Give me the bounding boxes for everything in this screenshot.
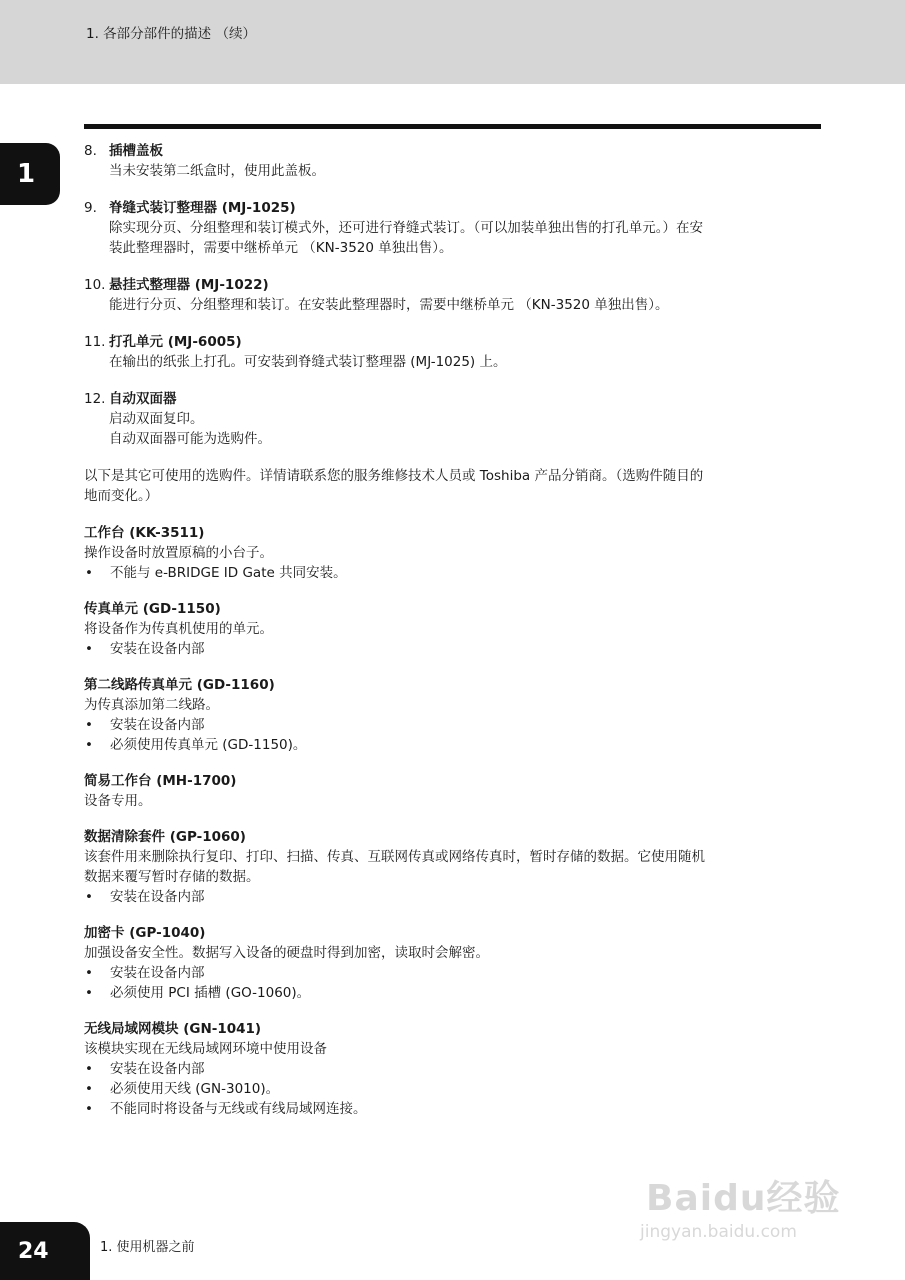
bullet-item — [84, 1059, 819, 1079]
bullet-text: 必须使用 PCI 插槽 (GO-1060)。 — [110, 985, 311, 1001]
item-description-line: 自动双面器可能为选购件。 — [109, 431, 271, 447]
option-block — [84, 675, 819, 755]
bullet-icon: • — [85, 641, 93, 657]
numbered-item — [84, 198, 819, 258]
bullet-text: 安装在设备内部 — [110, 717, 205, 733]
option-title: 传真单元 (GD-1150) — [84, 601, 221, 617]
footer-section-title: 1. 使用机器之前 — [100, 1240, 195, 1255]
watermark-url: jingyan.baidu.com — [640, 1222, 797, 1242]
option-block — [84, 923, 819, 1003]
bullet-item — [84, 887, 819, 907]
numbered-item-list — [84, 141, 819, 449]
bullet-text: 必须使用天线 (GN-3010)。 — [110, 1081, 280, 1097]
bullet-icon: • — [85, 1081, 93, 1097]
bullet-item — [84, 639, 819, 659]
option-description-line: 加强设备安全性。数据写入设备的硬盘时得到加密，读取时会解密。 — [84, 945, 489, 961]
option-description-line: 该模块实现在无线局域网环境中使用设备 — [84, 1041, 327, 1057]
option-block — [84, 771, 819, 811]
bullet-text: 安装在设备内部 — [110, 641, 205, 657]
page-header-band — [0, 0, 905, 84]
option-block — [84, 827, 819, 907]
bullet-item — [84, 715, 819, 735]
bullet-text: 安装在设备内部 — [110, 1061, 205, 1077]
bullet-item — [84, 963, 819, 983]
bullet-icon: • — [85, 985, 93, 1001]
option-title: 无线局域网模块 (GN-1041) — [84, 1021, 262, 1037]
option-description-line: 为传真添加第二线路。 — [84, 697, 219, 713]
numbered-item — [84, 389, 819, 449]
numbered-item — [84, 275, 819, 315]
bullet-icon: • — [85, 1101, 93, 1117]
bullet-icon: • — [85, 717, 93, 733]
bullet-text: 不能与 e-BRIDGE ID Gate 共同安装。 — [110, 565, 347, 581]
item-title-text: 悬挂式整理器 (MJ-1022) — [109, 277, 269, 293]
item-description-line: 在输出的纸张上打孔。可安装到脊缝式装订整理器 (MJ-1025) 上。 — [109, 354, 507, 370]
option-description-line: 设备专用。 — [84, 793, 152, 809]
item-title — [84, 332, 819, 352]
intro-line: 以下是其它可使用的选购件。详情请联系您的服务维修技术人员或 Toshiba 产品分销商。（选购件随目的 — [84, 468, 704, 484]
item-number: 8. — [84, 143, 97, 159]
item-description-line: 除实现分页、分组整理和装订模式外，还可进行脊缝式装订。（可以加装单独出售的打孔单元。）在安 — [109, 220, 703, 236]
option-list — [84, 523, 819, 1119]
numbered-item — [84, 141, 819, 181]
option-block — [84, 1019, 819, 1119]
bullet-text: 安装在设备内部 — [110, 965, 205, 981]
item-title — [84, 389, 819, 409]
option-description-line: 数据来覆写暂时存储的数据。 — [84, 869, 260, 885]
page-number: 24 — [0, 1222, 90, 1280]
bullet-item — [84, 735, 819, 755]
item-description-line: 能进行分页、分组整理和装订。在安装此整理器时，需要中继桥单元 （KN-3520 单独出售）。 — [109, 297, 669, 313]
item-title-text: 插槽盖板 — [109, 143, 163, 159]
item-number: 12. — [84, 391, 106, 407]
numbered-item — [84, 332, 819, 372]
bullet-item — [84, 563, 819, 583]
item-title — [84, 275, 819, 295]
options-intro — [84, 466, 819, 506]
option-title: 简易工作台 (MH-1700) — [84, 773, 237, 789]
item-description-line: 当未安装第二纸盒时，使用此盖板。 — [109, 163, 325, 179]
intro-line: 地而变化。） — [84, 488, 159, 504]
page-content — [84, 141, 819, 1135]
option-description-line: 将设备作为传真机使用的单元。 — [84, 621, 273, 637]
item-number: 10. — [84, 277, 106, 293]
chapter-tab: 1 — [0, 143, 60, 205]
bullet-icon: • — [85, 965, 93, 981]
item-title-text: 自动双面器 — [109, 391, 177, 407]
item-title — [84, 141, 819, 161]
bullet-text: 安装在设备内部 — [110, 889, 205, 905]
option-title: 数据清除套件 (GP-1060) — [84, 829, 246, 845]
bullet-icon: • — [85, 1061, 93, 1077]
item-title-text: 脊缝式装订整理器 (MJ-1025) — [109, 200, 296, 216]
bullet-text: 不能同时将设备与无线或有线局域网连接。 — [110, 1101, 367, 1117]
bullet-icon: • — [85, 565, 93, 581]
option-block — [84, 523, 819, 583]
bullet-item — [84, 983, 819, 1003]
item-title — [84, 198, 819, 218]
bullet-item — [84, 1099, 819, 1119]
option-title: 第二线路传真单元 (GD-1160) — [84, 677, 275, 693]
header-rule — [84, 124, 821, 129]
watermark — [640, 1150, 850, 1250]
item-number: 11. — [84, 334, 106, 350]
page-header-title: 1. 各部分部件的描述 （续） — [86, 26, 256, 42]
watermark-logo: Baidu经验 — [646, 1178, 841, 1219]
item-number: 9. — [84, 200, 97, 216]
option-title: 加密卡 (GP-1040) — [84, 925, 206, 941]
bullet-item — [84, 1079, 819, 1099]
option-title: 工作台 (KK-3511) — [84, 525, 205, 541]
option-block — [84, 599, 819, 659]
item-description-line: 装此整理器时，需要中继桥单元 （KN-3520 单独出售）。 — [109, 240, 453, 256]
bullet-text: 必须使用传真单元 (GD-1150)。 — [110, 737, 307, 753]
item-description-line: 启动双面复印。 — [109, 411, 204, 427]
option-description-line: 操作设备时放置原稿的小台子。 — [84, 545, 273, 561]
bullet-icon: • — [85, 889, 93, 905]
bullet-icon: • — [85, 737, 93, 753]
option-description-line: 该套件用来删除执行复印、打印、扫描、传真、互联网传真或网络传真时，暂时存储的数据。它使用随机 — [84, 849, 705, 865]
item-title-text: 打孔单元 (MJ-6005) — [109, 334, 242, 350]
